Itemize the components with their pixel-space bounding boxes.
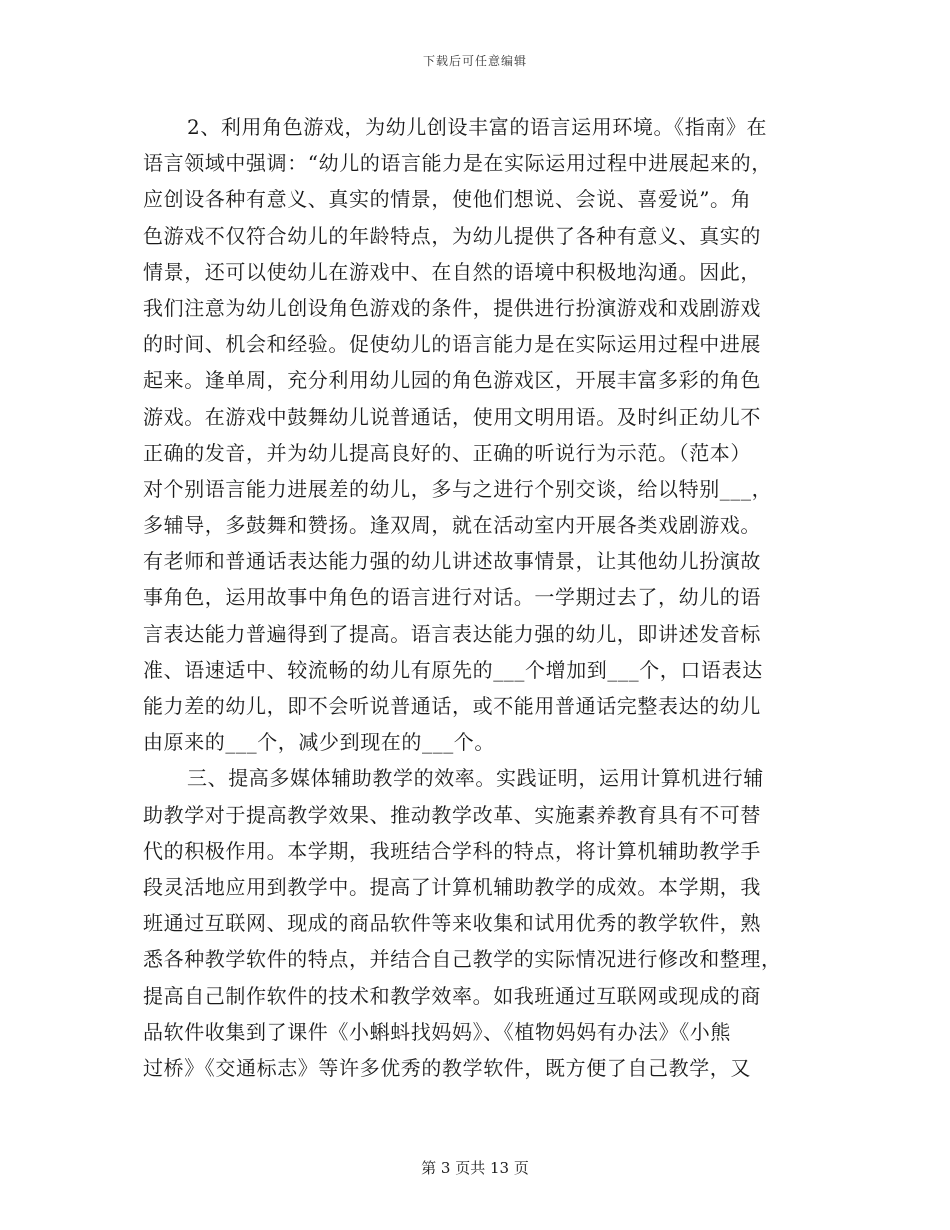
paragraph-line: 起来。逢单周，充分利用幼儿园的角色游戏区，开展丰富多彩的角色 xyxy=(143,368,761,393)
paragraph-line: 情景，还可以使幼儿在游戏中、在自然的语境中积极地沟通。因此， xyxy=(143,259,761,284)
page-number-footer: 第 3 页共 13 页 xyxy=(421,1159,529,1177)
paragraph-line: 准、语速适中、较流畅的幼儿有原先的___个增加到___个，口语表达 xyxy=(143,657,763,682)
page-header: 下载后可任意编辑 xyxy=(422,54,527,68)
paragraph-line: 段灵活地应用到教学中。提高了计算机辅助教学的成效。本学期，我 xyxy=(143,874,761,899)
paragraph-line: 有老师和普通话表达能力强的幼儿讲述故事情景，让其他幼儿扮演故 xyxy=(143,549,761,574)
paragraph-line: 我们注意为幼儿创设角色游戏的条件，提供进行扮演游戏和戏剧游戏 xyxy=(143,295,761,320)
paragraph-line: 三、提高多媒体辅助教学的效率。实践证明，运用计算机进行辅 xyxy=(187,766,764,791)
paragraph-line: 对个别语言能力进展差的幼儿，多与之进行个别交谈，给以特别___， xyxy=(143,476,773,501)
paragraph-line: 过桥》《交通标志》等许多优秀的教学软件，既方便了自己教学，又 xyxy=(143,1055,751,1080)
paragraph-line: 的时间、机会和经验。促使幼儿的语言能力是在实际运用过程中进展 xyxy=(143,332,761,357)
paragraph-line: 应创设各种有意义、真实的情景，使他们想说、会说、喜爱说”。角 xyxy=(143,187,752,212)
paragraph-line: 能力差的幼儿，即不会听说普通话，或不能用普通话完整表达的幼儿 xyxy=(143,694,761,718)
paragraph-line: 助教学对于提高教学效果、推动教学改革、实施素养教育具有不可替 xyxy=(143,802,761,827)
paragraph-line: 班通过互联网、现成的商品软件等来收集和试用优秀的教学软件，熟 xyxy=(143,911,761,936)
paragraph-line: 2、利用角色游戏，为幼儿创设丰富的语言运用环境。《指南》在 xyxy=(187,115,768,139)
paragraph-line: 悉各种教学软件的特点，并结合自己教学的实际情况进行修改和整理， xyxy=(143,947,782,972)
paragraph-line: 品软件收集到了课件《小蝌蚪找妈妈》、《植物妈妈有办法》《小熊 xyxy=(143,1019,731,1044)
paragraph-line: 游戏。在游戏中鼓舞幼儿说普通话，使用文明用语。及时纠正幼儿不 xyxy=(143,404,761,429)
paragraph-line: 言表达能力普遍得到了提高。语言表达能力强的幼儿，即讲述发音标 xyxy=(143,621,761,646)
paragraph-line: 多辅导，多鼓舞和赞扬。逢双周，就在活动室内开展各类戏剧游戏。 xyxy=(143,513,761,538)
paragraph-line: 正确的发音，并为幼儿提高良好的、正确的听说行为示范。（范本） xyxy=(143,440,751,465)
document-body xyxy=(143,109,805,1086)
paragraph-line: 提高自己制作软件的技术和教学效率。如我班通过互联网或现成的商 xyxy=(143,983,761,1008)
paragraph-line: 事角色，运用故事中角色的语言进行对话。一学期过去了，幼儿的语 xyxy=(143,585,761,610)
paragraph-line: 代的积极作用。本学期，我班结合学科的特点，将计算机辅助教学手 xyxy=(143,838,761,863)
paragraph-line: 语言领域中强调：“幼儿的语言能力是在实际运用过程中进展起来的， xyxy=(143,151,772,176)
paragraph-line: 色游戏不仅符合幼儿的年龄特点，为幼儿提供了各种有意义、真实的 xyxy=(143,223,761,248)
paragraph-line: 由原来的___个，减少到现在的___个。 xyxy=(143,730,495,755)
